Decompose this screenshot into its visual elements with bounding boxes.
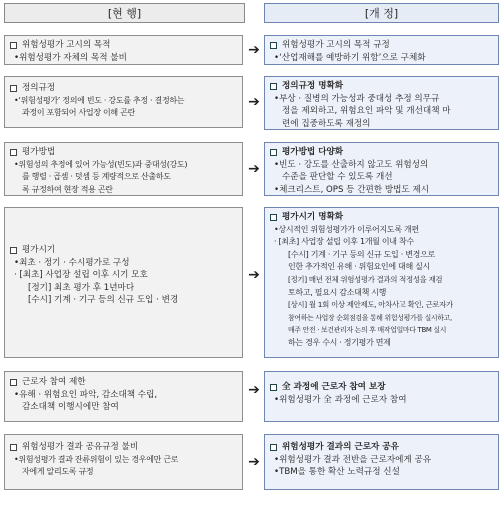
current-line: 자에게 알리도록 규정	[22, 467, 94, 477]
right-arrow-icon: ➔	[248, 454, 260, 470]
revised-line: 토하고, 필요시 감소대책 시행	[288, 287, 387, 297]
square-bullet-icon	[10, 444, 17, 451]
square-bullet-icon	[270, 83, 277, 90]
revised-line: •부상 · 질병의 가능성과 중대성 추정 의무규	[274, 93, 440, 104]
current-box-method	[4, 142, 243, 196]
revised-line: •위험성평가 결과 전반을 근로자에게 공유	[274, 454, 432, 465]
revised-line: 하는 경우 수시 · 정기평가 면제	[288, 337, 391, 347]
revised-box-purpose	[264, 35, 499, 65]
current-box-timing	[4, 207, 243, 358]
revised-box-definition	[264, 76, 499, 130]
revised-line: [정기] 매년 전체 위험성평가 결과의 적정성을 재검	[288, 274, 443, 284]
right-arrow-icon: ➔	[248, 42, 260, 58]
current-title-sharing: 위험성평가 결과 공유규정 불비	[10, 441, 237, 454]
square-bullet-icon	[270, 214, 277, 221]
square-bullet-icon	[270, 149, 277, 156]
current-line: •유해 · 위험요인 파악, 감소대책 수립,	[14, 389, 158, 400]
revised-line: •‘산업재해를 예방하기 위함’으로 구체화	[274, 52, 426, 63]
revised-line: •상시적인 위험성평가가 이루어지도록 개편	[274, 224, 419, 234]
square-bullet-icon	[10, 247, 17, 254]
current-line: 를 행렬 · 곱셈 · 덧셈 등 계량적으로 산출하도	[22, 172, 171, 182]
current-line: •위험성평가 자체의 목적 불비	[14, 52, 127, 63]
revised-line: 매주 안전 · 보건관리자 논의 후 매작업일마다 TBM 실시	[288, 326, 447, 335]
right-arrow-icon: ➔	[248, 94, 260, 110]
revised-line: · [최초] 사업장 설립 이후 1개월 이내 착수	[274, 237, 414, 247]
square-bullet-icon	[270, 444, 277, 451]
current-line: 감소대책 이행시에만 참여	[22, 402, 119, 413]
square-bullet-icon	[10, 42, 17, 49]
current-line: · [최초] 사업장 설립 이후 시기 모호	[14, 270, 148, 281]
current-box-sharing	[4, 434, 243, 490]
current-line: •‘위험성평가’ 정의에 빈도 · 강도를 추정 · 결정하는	[14, 95, 185, 105]
revised-line: 련에 집중하도록 재정의	[282, 118, 371, 129]
revised-line: 인한 추가적인 유해 · 위험요인에 대해 실시	[288, 262, 430, 272]
current-title-timing: 평가시기	[10, 244, 237, 257]
revised-box-participation	[264, 371, 499, 422]
right-arrow-icon: ➔	[248, 382, 260, 398]
current-line: 록 규정하여 현장 적용 곤란	[22, 184, 113, 194]
revised-line: [수시] 기계 · 기구 등의 신규 도입 · 변경으로	[288, 249, 435, 259]
revised-line: 수준을 판단할 수 있도록 개선	[282, 172, 393, 183]
revised-line: •TBM을 통한 확산 노력규정 신설	[274, 467, 400, 478]
current-line: [수시] 기계 · 기구 등의 신규 도입 · 변경	[28, 295, 179, 306]
current-line: •위험성평가 결과 잔류위험이 있는 경우에만 근로	[14, 454, 179, 464]
current-title-method: 평가방법	[10, 146, 237, 159]
revised-line: 정을 제외하고, 위험요인 파악 및 개선대책 마	[282, 106, 451, 117]
current-line: •위험성의 추정에 있어 가능성(빈도)과 중대성(강도)	[14, 159, 188, 169]
header-current: [현 행]	[4, 3, 245, 23]
square-bullet-icon	[10, 85, 17, 92]
current-title-participation: 근로자 참여 제한	[10, 376, 237, 389]
current-title-purpose: 위험성평가 고시의 목적	[10, 39, 237, 52]
revised-title-participation: 全 과정에 근로자 참여 보장	[270, 381, 493, 394]
revised-title-definition: 정의규정 명확화	[270, 80, 493, 93]
revised-line: [상시] 월 1회 이상 제안제도, 아차사고 확인, 근로자가	[288, 300, 453, 310]
right-arrow-icon: ➔	[248, 161, 260, 177]
revised-title-timing: 평가시기 명확화	[270, 211, 493, 224]
revised-line: •위험성평가 全 과정에 근로자 참여	[274, 394, 407, 405]
square-bullet-icon	[10, 379, 17, 386]
square-bullet-icon	[270, 42, 277, 49]
revised-box-sharing	[264, 434, 499, 490]
header-revised: [개 정]	[264, 3, 499, 23]
revised-line: •체크리스트, OPS 등 간편한 방법도 제시	[274, 184, 430, 195]
revised-title-purpose: 위험성평가 고시의 목적 규정	[270, 39, 493, 52]
current-box-definition	[4, 76, 243, 128]
square-bullet-icon	[270, 384, 277, 391]
revised-line: •빈도 · 강도를 산출하지 않고도 위험성의	[274, 159, 429, 170]
right-arrow-icon: ➔	[248, 267, 260, 283]
revised-title-sharing: 위험성평가 결과의 근로자 공유	[270, 441, 493, 454]
current-line: [정기] 최초 평가 후 1년마다	[28, 282, 135, 293]
revised-box-method	[264, 142, 499, 196]
current-box-participation	[4, 371, 243, 422]
revised-box-timing	[264, 207, 499, 358]
revised-line: 참여하는 사업장 순회점검을 통해 위험성평가를 실시하고,	[288, 313, 452, 322]
square-bullet-icon	[10, 149, 17, 156]
current-line: 과정이 포함되어 사업장 이해 곤란	[22, 108, 135, 118]
revised-title-method: 평가방법 다양화	[270, 146, 493, 159]
current-box-purpose	[4, 35, 243, 65]
current-title-definition: 정의규정	[10, 82, 237, 95]
current-line: •최초 · 정기 · 수시평가로 구성	[14, 257, 130, 268]
